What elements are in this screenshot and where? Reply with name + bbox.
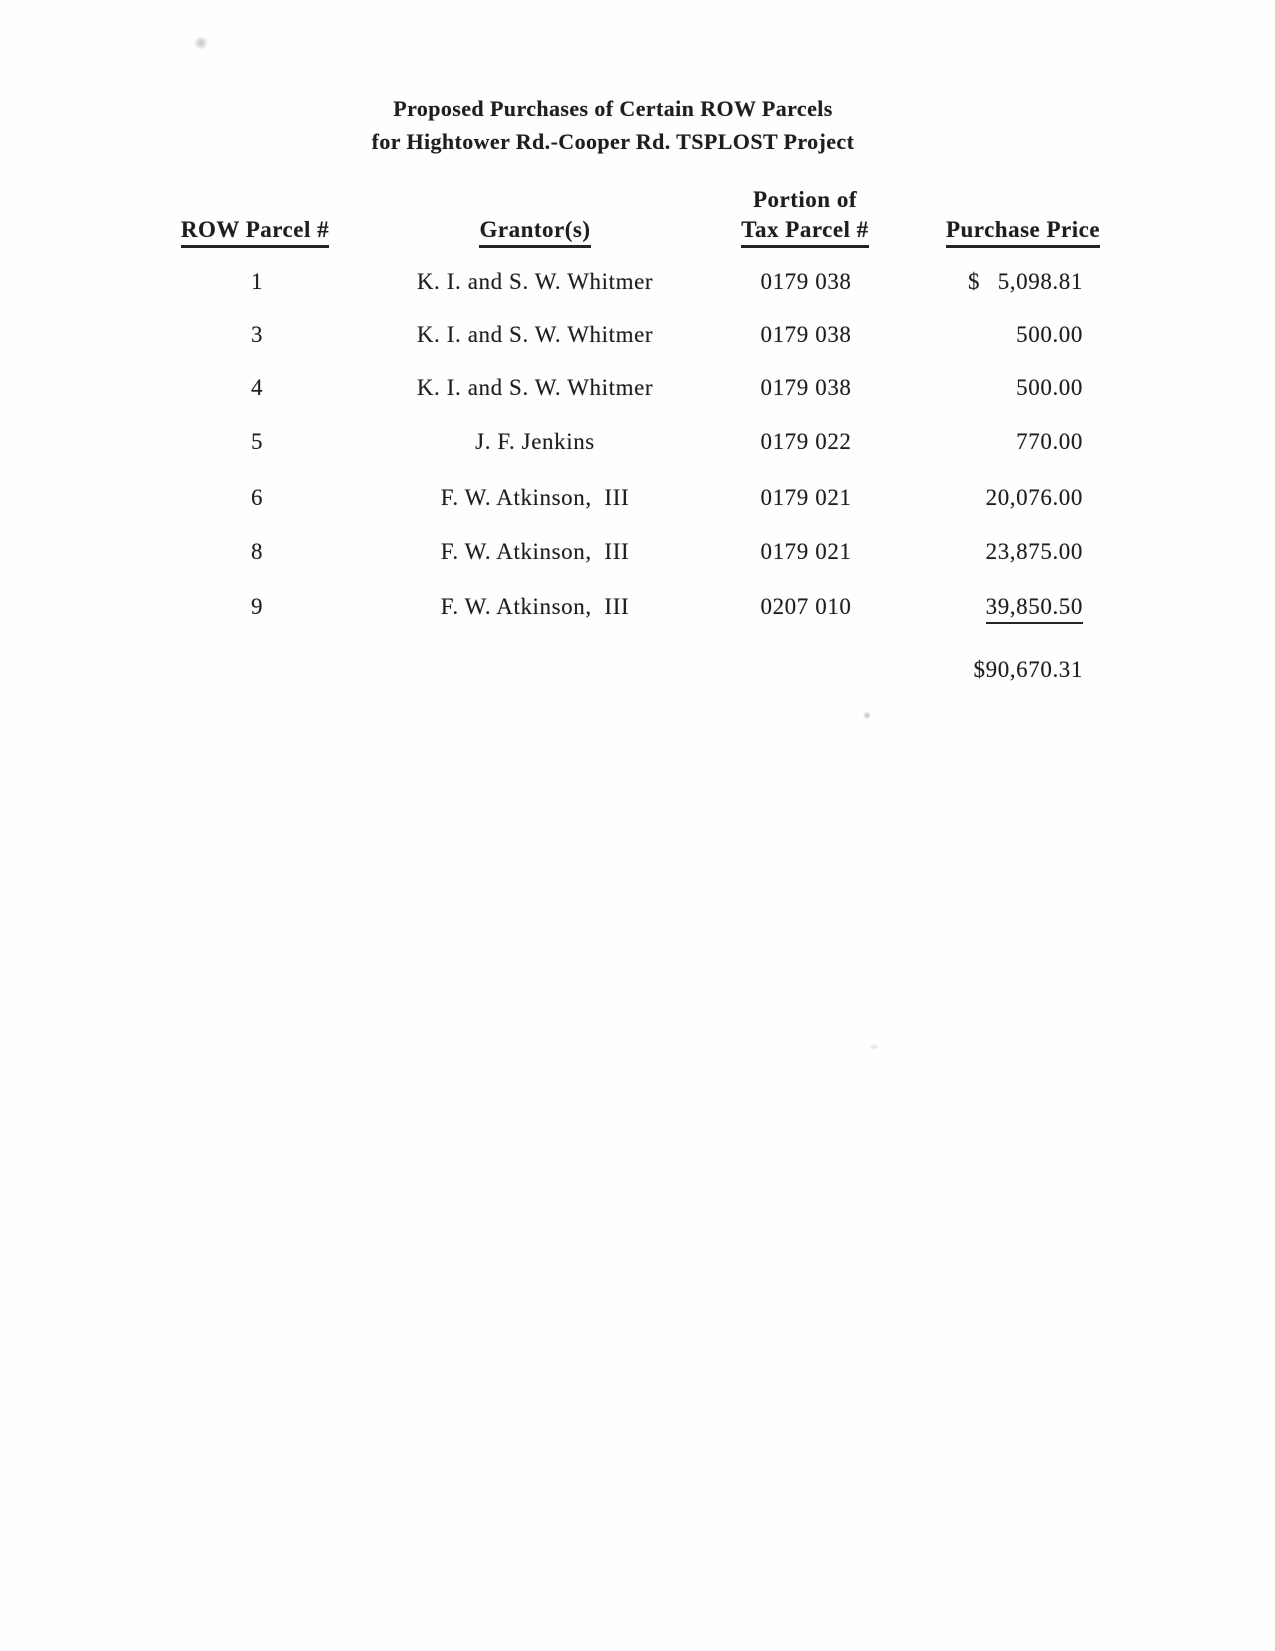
tax-parcel-number: 0179 038 — [760, 375, 852, 400]
column-header-tax-parcel-line1: Portion of — [752, 187, 857, 212]
grantor-name: K. I. and S. W. Whitmer — [416, 375, 654, 400]
row-parcel-number: 3 — [250, 322, 264, 347]
row-parcel-number: 5 — [250, 429, 264, 454]
row-parcel-number: 9 — [250, 594, 264, 619]
row-parcel-number: 6 — [250, 485, 264, 510]
row-parcel-number: 1 — [250, 269, 264, 294]
column-header-grantor: Grantor(s) — [435, 216, 635, 248]
purchase-price: 20,076.00 — [985, 485, 1083, 510]
row-parcel-number: 8 — [250, 539, 264, 564]
purchase-price: 23,875.00 — [985, 539, 1083, 564]
tax-parcel-number: 0179 021 — [760, 485, 852, 510]
table-row — [0, 321, 1275, 351]
column-header-row-parcel: ROW Parcel # — [155, 216, 355, 248]
table-row — [0, 484, 1275, 514]
document-title-line1: Proposed Purchases of Certain ROW Parcels — [393, 96, 833, 121]
grantor-name: K. I. and S. W. Whitmer — [416, 322, 654, 347]
table-row — [0, 593, 1275, 623]
document-title — [313, 92, 913, 158]
tax-parcel-number: 0179 038 — [760, 322, 852, 347]
table-row — [0, 428, 1275, 458]
scan-artifact-dot — [868, 1044, 880, 1050]
row-parcel-number: 4 — [250, 375, 264, 400]
tax-parcel-number: 0179 021 — [760, 539, 852, 564]
scan-artifact-smudge — [194, 37, 208, 49]
column-header-purchase-price: Purchase Price — [923, 216, 1123, 248]
scan-artifact-dot — [863, 712, 871, 719]
purchase-price: 500.00 — [1016, 322, 1083, 347]
dollar-sign: $ — [968, 269, 981, 294]
document-title-line2: for Hightower Rd.-Cooper Rd. TSPLOST Project — [371, 129, 855, 154]
grantor-name: F. W. Atkinson, III — [440, 485, 630, 510]
column-header-tax-parcel-line2: Tax Parcel # — [705, 216, 905, 248]
tax-parcel-number: 0179 022 — [760, 429, 852, 454]
grantor-name: J. F. Jenkins — [475, 429, 595, 454]
grantor-name: K. I. and S. W. Whitmer — [416, 269, 654, 294]
tax-parcel-number: 0179 038 — [760, 269, 852, 294]
table-row — [0, 268, 1275, 298]
grantor-name: F. W. Atkinson, III — [440, 539, 630, 564]
purchase-price: 770.00 — [1016, 429, 1083, 454]
tax-parcel-number: 0207 010 — [760, 594, 852, 619]
table-row — [0, 538, 1275, 568]
table-total-row — [0, 656, 1275, 686]
purchase-price: $ 5,098.81 — [968, 269, 1083, 294]
purchase-price: 500.00 — [1016, 375, 1083, 400]
total-purchase-price: $90,670.31 — [973, 657, 1083, 682]
grantor-name: F. W. Atkinson, III — [440, 594, 630, 619]
purchase-price: 39,850.50 — [883, 593, 1083, 624]
table-row — [0, 374, 1275, 404]
